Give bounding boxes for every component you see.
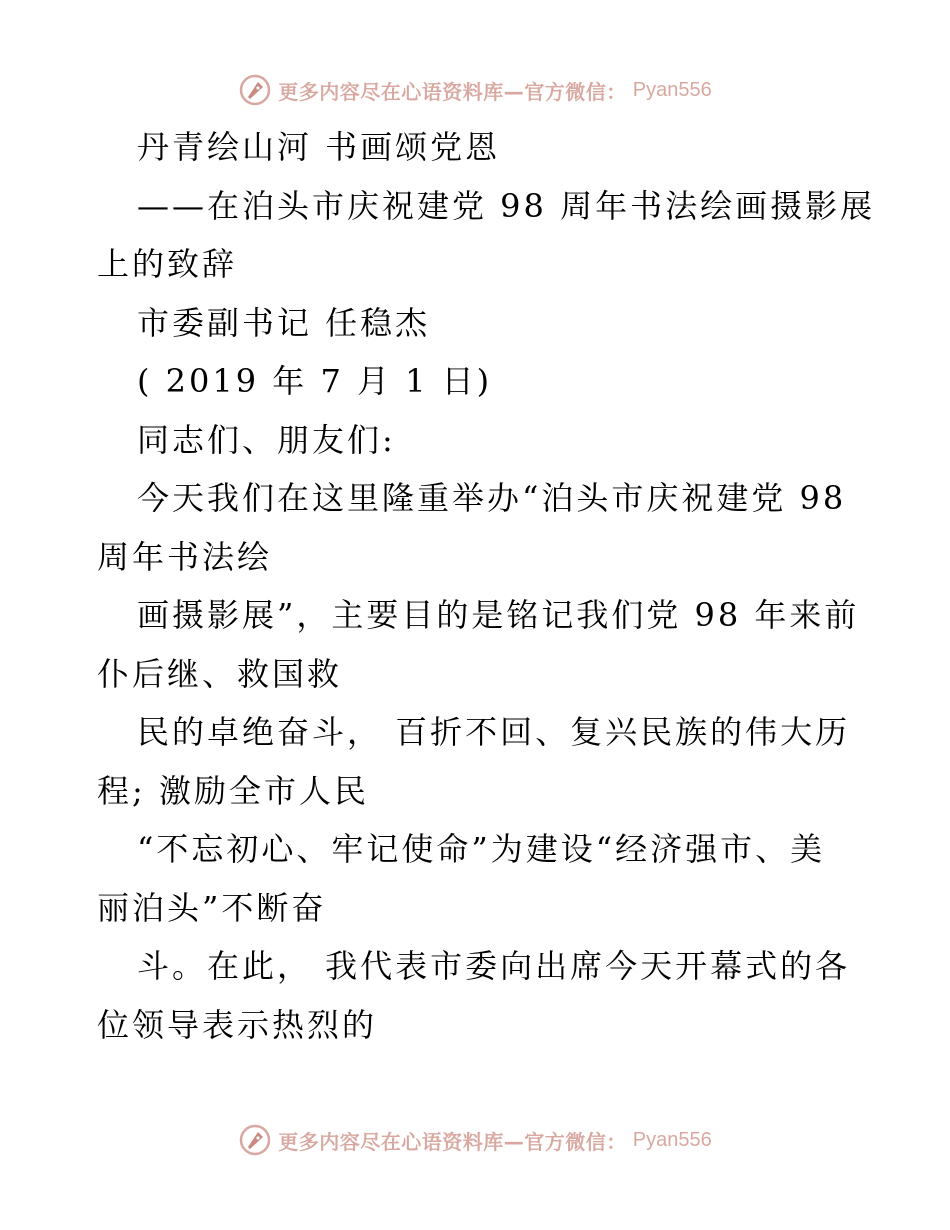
doc-paragraph-line: 画摄影展”，主要目的是铭记我们党 98 年来前 <box>137 596 860 634</box>
watermark-wechat-id: Pyan556 <box>632 78 712 101</box>
doc-paragraph-line: 民的卓绝奋斗， 百折不回、复兴民族的伟大历 <box>137 713 851 751</box>
doc-subtitle-cont: 上的致辞 <box>97 245 238 283</box>
pen-nib-circle-logo-icon <box>238 1123 272 1157</box>
footer-watermark <box>0 1120 950 1160</box>
doc-author: 市委副书记 任稳杰 <box>137 303 431 342</box>
doc-paragraph-line: 周年书法绘 <box>97 537 273 576</box>
watermark-wechat-id: Pyan556 <box>632 1128 712 1151</box>
doc-paragraph-line: 斗。在此， 我代表市委向出席今天开幕式的各 <box>137 947 851 985</box>
pen-nib-circle-logo-icon <box>238 73 272 107</box>
doc-paragraph-line: 位领导表示热烈的 <box>97 1005 378 1044</box>
doc-title: 丹青绘山河 书画颂党恩 <box>137 128 501 166</box>
doc-salutation: 同志们、朋友们: <box>137 420 396 459</box>
doc-paragraph-line: “不忘初心、牢记使命”为建设“经济强市、美 <box>137 830 826 868</box>
doc-paragraph-line: 程; 激励全市人民 <box>97 771 369 810</box>
watermark-text: 更多内容尽在心语资料库—官方微信： <box>278 1129 627 1154</box>
document-body <box>97 118 876 1054</box>
watermark-text: 更多内容尽在心语资料库—官方微信： <box>278 79 627 104</box>
doc-paragraph-line: 仆后继、救国救 <box>97 654 343 693</box>
doc-date: ( 2019 年 7 月 1 日) <box>137 362 493 400</box>
doc-paragraph-line: 丽泊头”不断奋 <box>97 888 327 927</box>
header-watermark <box>0 70 950 110</box>
doc-subtitle: ——在泊头市庆祝建党 98 周年书法绘画摄影展 <box>137 186 876 225</box>
doc-paragraph-line: 今天我们在这里隆重举办“泊头市庆祝建党 98 <box>137 479 847 517</box>
